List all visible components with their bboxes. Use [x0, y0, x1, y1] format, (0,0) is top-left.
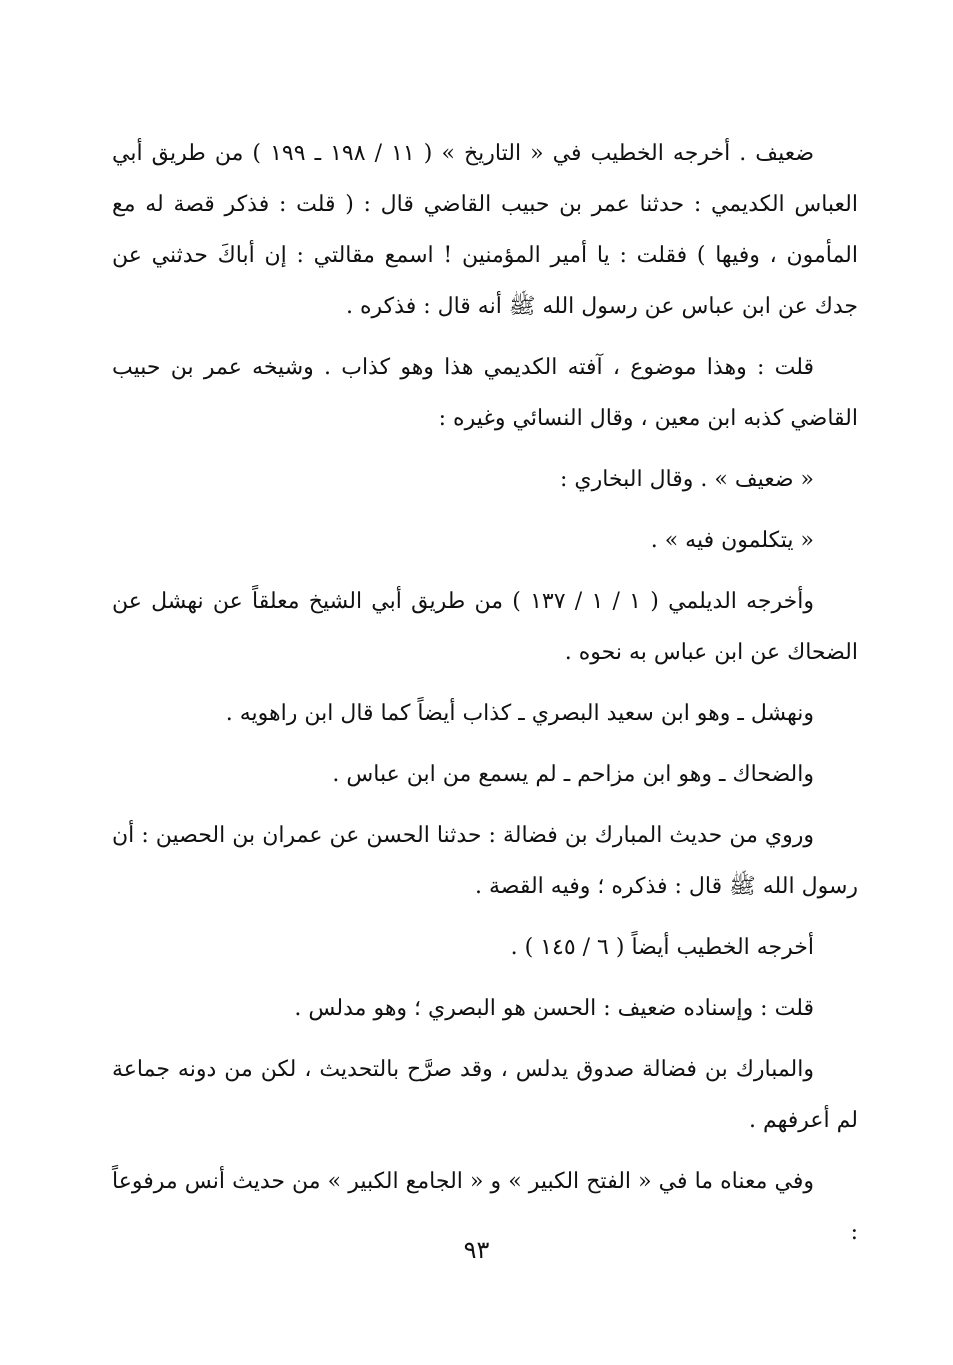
paragraph-12: وفي معناه ما في « الفتح الكبير » و « الجامع الكبير » من حديث أنس مرفوعاً :: [112, 1169, 858, 1245]
paragraph-6: ونهشل ـ وهو ابن سعيد البصري ـ كذاب أيضاً كما قال ابن راهويه .: [225, 701, 814, 726]
paragraph-4: « يتكلمون فيه » .: [650, 528, 814, 553]
paragraph-8: وروي من حديث المبارك بن فضالة : حدثنا الحسن عن عمران بن الحصين : أن رسول الله ﷺ قال : فذكره ؛ وفيه القصة .: [112, 823, 858, 899]
paragraph-5: وأخرجه الديلمي ( ١ / ١ / ١٣٧ ) من طريق أبي الشيخ معلقاً عن نهشل عن الضحاك عن ابن عباس به نحوه .: [112, 589, 858, 665]
paragraph-11: والمبارك بن فضالة صدوق يدلس ، وقد صرَّح بالتحديث ، لكن من دونه جماعة لم أعرفهم .: [112, 1057, 858, 1133]
paragraph-7: والضحاك ـ وهو ابن مزاحم ـ لم يسمع من ابن عباس .: [332, 762, 814, 787]
paragraph-2: قلت : وهذا موضوع ، آفته الكديمي هذا وهو كذاب . وشيخه عمر بن حبيب القاضي كذبه ابن معين ، وقال النسائي وغيره :: [112, 355, 858, 431]
page-number: ٩٣: [463, 1236, 490, 1264]
paragraph-9: أخرجه الخطيب أيضاً ( ٦ / ١٤٥ ) .: [510, 935, 814, 960]
paragraph-3: « ضعيف » . وقال البخاري :: [559, 467, 814, 492]
paragraph-10: قلت : وإسناده ضعيف : الحسن هو البصري ؛ وهو مدلس .: [294, 996, 814, 1021]
paragraph-1: ضعيف . أخرجه الخطيب في « التاريخ » ( ١١ / ١٩٨ ـ ١٩٩ ) من طريق أبي العباس الكديمي : حدثنا عمر بن حبيب القاضي قال : ( قلت : فذكر قصة له مع المأمون ، وفيها ) فقلت : يا أمير المؤمنين ! اسمع مقالتي : إن أباكَ حدثني عن جدك عن ابن عباس عن رسول الله ﷺ أنه قال : فذكره .: [112, 141, 858, 319]
page-body: [112, 128, 858, 1268]
